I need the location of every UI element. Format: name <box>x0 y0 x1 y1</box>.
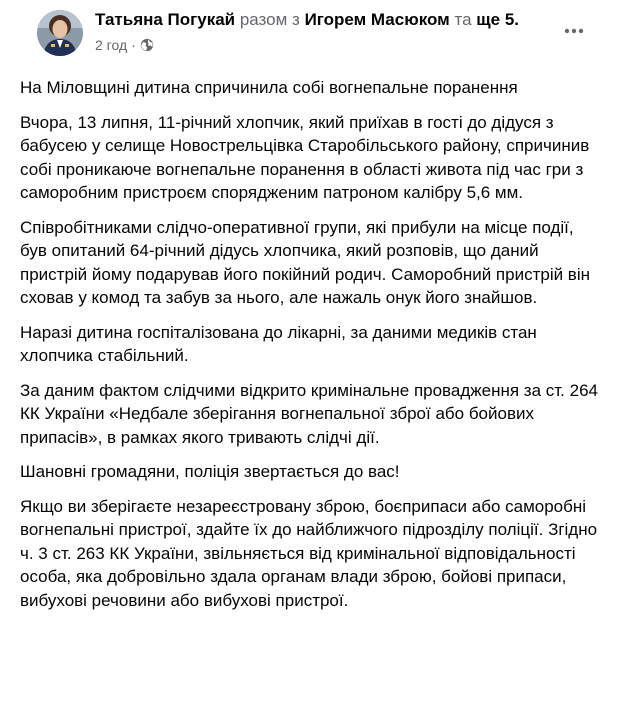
more-options-icon[interactable] <box>558 21 590 41</box>
globe-icon[interactable] <box>140 38 154 52</box>
post-authors-line <box>95 9 544 31</box>
post-paragraph: Співробітниками слідчо-оперативної групи, які прибули на місце події, був опитаний 64-річний дідусь хлопчика, який розповів, що даний пристрій йому подарував його покійний родич. Саморобний пристрій він сховав у комод та забув за нього, але нажаль онук його знайшов. <box>20 217 591 307</box>
post-paragraph: Шановні громадяни, поліція звертається до вас! <box>20 462 400 481</box>
post-header-text <box>95 9 544 54</box>
meta-separator: · <box>131 37 136 53</box>
tagged-person-link[interactable]: Игорем Масюком <box>304 10 450 29</box>
others-link[interactable]: ще 5 <box>476 10 515 29</box>
post-paragraph: Наразі дитина госпіталізована до лікарні, за даними медиків стан хлопчика стабільний. <box>20 322 537 365</box>
and-text: та <box>454 10 472 29</box>
post-body <box>17 76 604 612</box>
post-meta <box>95 36 544 54</box>
post-paragraph: Вчора, 13 липня, 11-річний хлопчик, який приїхав в гості до дідуся з бабусею у селище Новострельцівка Старобільського району, спричинив собі проникаюче вогнепальне поранення в області живота під час гри з саморобним пристроєм спорядженим патроном калібру 5,6 мм. <box>20 112 590 202</box>
post-paragraph: На Міловщині дитина спричинила собі вогнепальне поранення <box>20 78 518 97</box>
period-text: . <box>514 10 520 29</box>
post-paragraph: Якщо ви зберігаєте незареєстровану зброю, боєприпаси або саморобні вогнепальні пристрої, здайте їх до найближчого підрозділу поліції. Згідно ч. 3 ст. 263 КК України, звільняється від кримінальної відповідальності особа, яка добровільно здала органам влади зброю, бойові припаси, вибухові речовини або вибухові пристрої. <box>20 496 598 610</box>
avatar-image <box>37 10 83 56</box>
author-name-link[interactable]: Татьяна Погукай <box>95 10 236 29</box>
post-header <box>17 0 604 76</box>
post-paragraph: За даним фактом слідчими відкрито кримінальне провадження за ст. 264 КК України «Недбале зберігання вогнепальної зброї або бойових припасів», в рамках якого тривають слідчі дії. <box>20 380 598 447</box>
with-text: разом з <box>239 10 300 29</box>
author-avatar[interactable] <box>37 10 83 56</box>
post-timestamp-link[interactable]: 2 год <box>95 37 128 53</box>
